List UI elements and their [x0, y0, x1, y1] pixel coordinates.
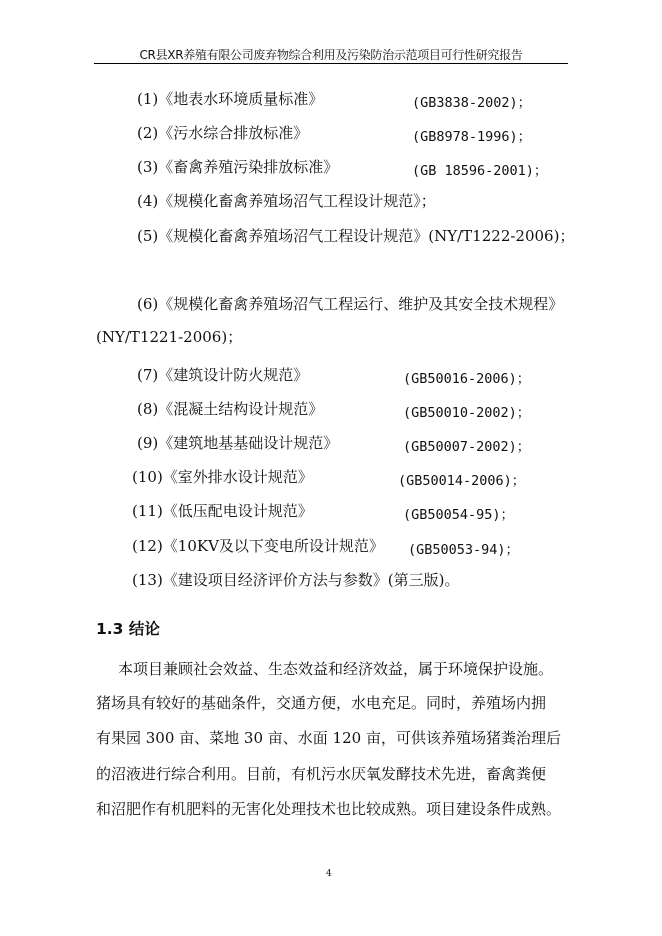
reference-item: [0, 467, 313, 487]
reference-item: (13)《建设项目经济评价方法与参数》(第三版)。: [132, 571, 460, 589]
reference-item: (6)《规模化畜禽养殖场沼气工程运行、维护及其安全技术规程》: [137, 295, 564, 313]
reference-code: (GB50007-2002)；: [403, 439, 531, 455]
paragraph-line: 有果园 300 亩、菜地 30 亩、水面 120 亩，可供该养殖场猪粪治理后: [96, 729, 561, 747]
reference-title: (1)《地表水环境质量标准》: [137, 90, 324, 108]
reference-code: (GB50053-94)；: [408, 542, 520, 558]
header-rule: [94, 63, 568, 64]
reference-item: (5)《规模化畜禽养殖场沼气工程设计规范》(NY/T1222-2006)；: [137, 227, 575, 245]
reference-code: (GB50016-2006)；: [403, 371, 531, 387]
reference-code: (GB50014-2006)；: [398, 473, 526, 489]
reference-title: (3)《畜禽养殖污染排放标准》: [137, 158, 339, 176]
section-heading: 1.3 结论: [96, 620, 160, 638]
page-number: 4: [326, 869, 332, 879]
reference-title: (11)《低压配电设计规范》: [132, 502, 313, 520]
reference-item: [0, 536, 384, 556]
paragraph-line: 的沼液进行综合利用。目前，有机污水厌氧发酵技术先进，畜禽粪便: [96, 765, 547, 783]
reference-title: (12)《10KV及以下变电所设计规范》: [132, 537, 384, 555]
reference-item: [0, 89, 323, 109]
reference-code: (GB 18596-2001)；: [412, 163, 548, 179]
paragraph-line: 猪场具有较好的基础条件，交通方便，水电充足。同时，养殖场内拥: [96, 694, 547, 712]
reference-code: (GB3838-2002)；: [412, 95, 532, 111]
paragraph-line: 和沼肥作有机肥料的无害化处理技术也比较成熟。项目建设条件成熟。: [96, 800, 562, 818]
reference-item: (4)《规模化畜禽养殖场沼气工程设计规范》；: [137, 192, 436, 210]
reference-title: (10)《室外排水设计规范》: [132, 468, 313, 486]
paragraph-line: 本项目兼顾社会效益、生态效益和经济效益，属于环境保护设施。: [118, 660, 554, 678]
reference-item: [0, 399, 323, 419]
reference-title: (7)《建筑设计防火规范》: [137, 366, 309, 384]
reference-item: [0, 433, 338, 453]
reference-title: (8)《混凝土结构设计规范》: [137, 400, 324, 418]
reference-item: [0, 501, 313, 521]
reference-item: [0, 157, 338, 177]
reference-item: [0, 123, 308, 143]
page-header: CR县XR养殖有限公司废弃物综合利用及污染防治示范项目可行性研究报告: [139, 48, 523, 62]
reference-item: [0, 365, 308, 385]
reference-title: (2)《污水综合排放标准》: [137, 124, 309, 142]
reference-code: (GB8978-1996)；: [412, 129, 532, 145]
reference-code: (GB50054-95)；: [403, 507, 515, 523]
reference-code: (GB50010-2002)；: [403, 405, 531, 421]
reference-title: (9)《建筑地基基础设计规范》: [137, 434, 339, 452]
reference-item-continued: (NY/T1221-2006)；: [96, 328, 243, 346]
